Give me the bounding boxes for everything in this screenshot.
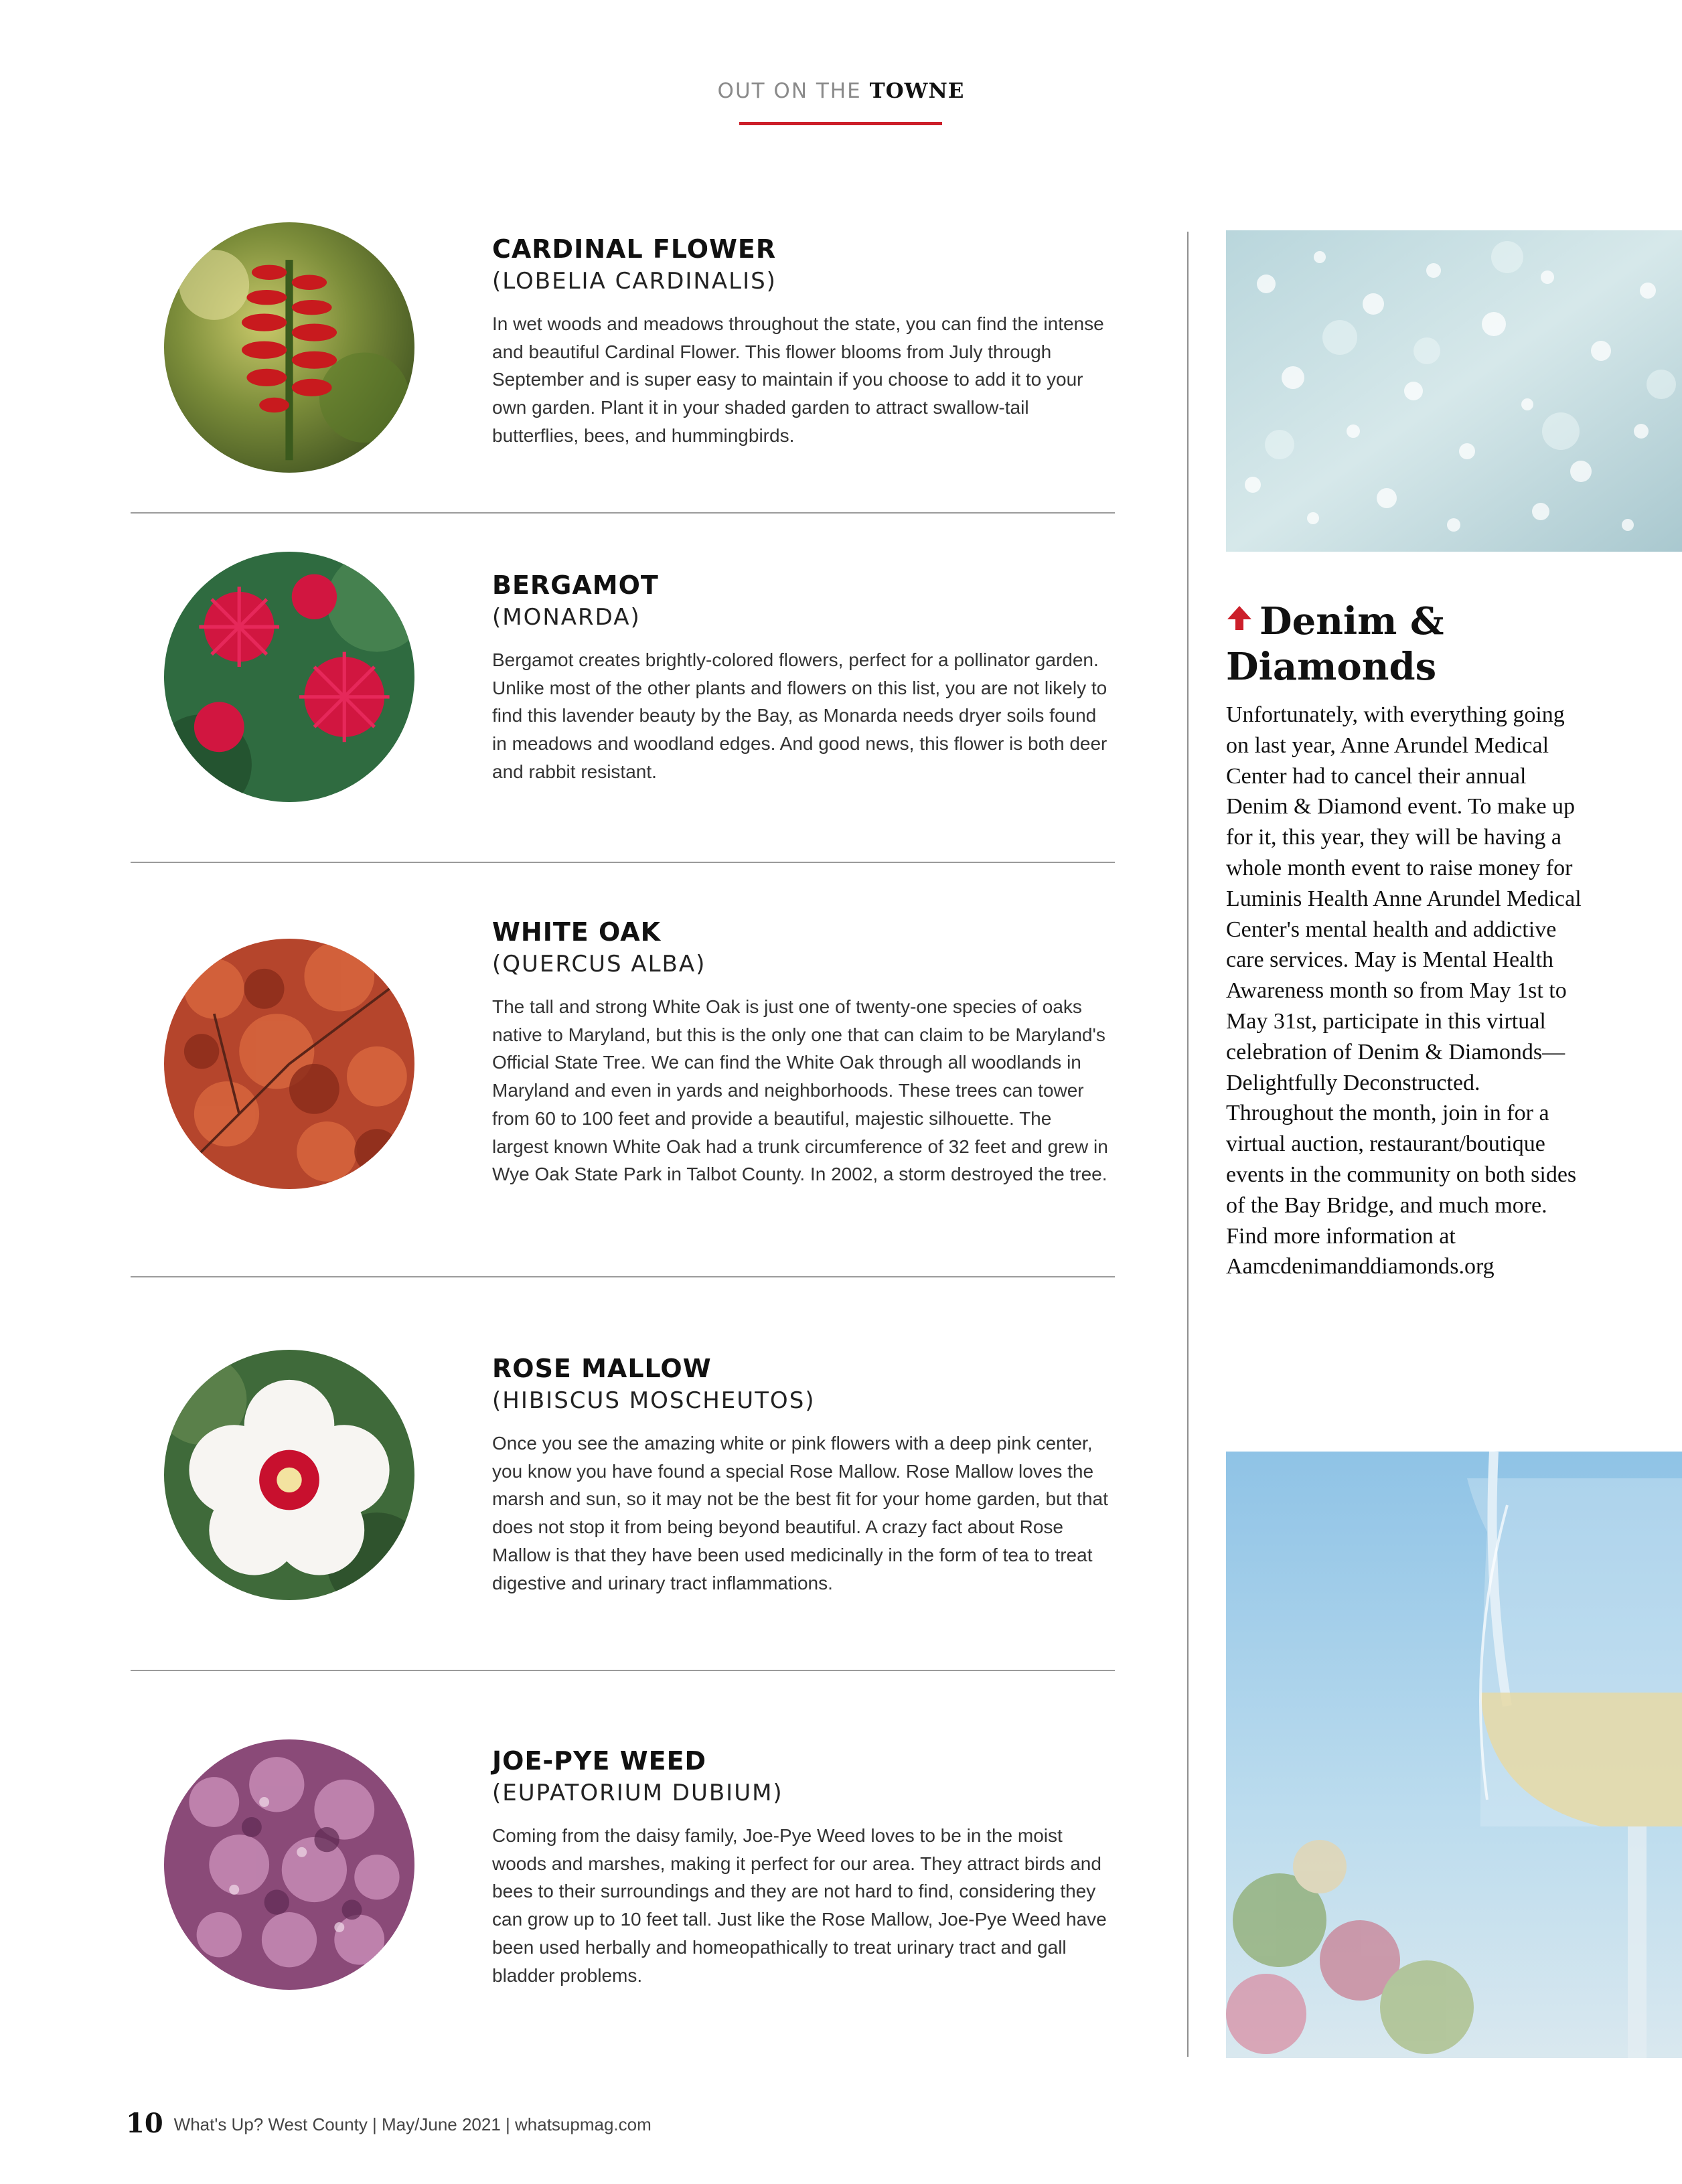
entry-title: BERGAMOT [492, 570, 659, 600]
entry-latin-name: (LOBELIA CARDINALIS) [492, 268, 777, 295]
entry-title: ROSE MALLOW [492, 1354, 712, 1383]
footer-publication-info: What's Up? West County | May/June 2021 | whatsupmag.com [173, 2114, 652, 2134]
entry-body: The tall and strong White Oak is just one of twenty-one species of oaks native to Maryland, but this is the only one that can claim to be Maryland's Official State Tree. We can find the White Oak through all woodlands in Maryland and even in yards and neighborhoods. These trees can tower from 60 to 100 feet and provide a beautiful, majestic silhouette. The largest known White Oak had a trunk circumference of 32 feet and grew in Wye Oak State Park in Talbot County. In 2002, a storm destroyed the tree. [492, 996, 1108, 1185]
cardinal-flower-photo [164, 222, 414, 473]
page-footer [126, 2108, 652, 2139]
up-arrow-icon [1226, 596, 1253, 623]
entry-body: In wet woods and meadows throughout the state, you can find the intense and beautiful Cardinal Flower. This flower blooms from July through September and is super easy to maintain if you choose to add it to your own garden. Plant it in your shaded garden to attract swallow-tail butterflies, bees, and hummingbirds. [492, 313, 1104, 446]
entry-title: JOE-PYE WEED [492, 1746, 707, 1776]
section-header-prefix: OUT ON THE [717, 79, 862, 103]
section-header [0, 79, 1682, 103]
entry-title: WHITE OAK [492, 917, 662, 947]
bergamot-photo [164, 552, 414, 802]
divider [131, 512, 1115, 514]
entry-body: Once you see the amazing white or pink flowers with a deep pink center, you know you have found a special Rose Mallow. Rose Mallow loves the marsh and sun, so it may not be the best fit for your home garden, but that does not stop it from being beyond beautiful. A crazy fact about Rose Mallow is that they have been used medicinally in the form of tea to treat digestive and urinary tract inflammations. [492, 1433, 1108, 1593]
entry-body: Coming from the daisy family, Joe-Pye Weed loves to be in the moist woods and marshes, making it perfect for our area. They attract birds and bees to their surroundings and they are not hard to find, considering they can grow up to 10 feet tall. Just like the Rose Mallow, Joe-Pye Weed have been used herbally and homeopathically to treat urinary tract and gall bladder problems. [492, 1825, 1107, 1986]
joe-pye-weed-photo [164, 1739, 414, 1990]
rose-mallow-photo [164, 1350, 414, 1600]
page-number: 10 [126, 2108, 163, 2139]
section-header-brand: TOWNE [869, 79, 965, 103]
sidebar-body: Unfortunately, with everything going on last year, Anne Arundel Medical Center had to cancel their annual Denim & Diamond event. To make up for it, this year, they will be having a whole month event to raise money for Luminis Health Anne Arundel Medical Center's mental health and addictive care services. May is Mental Health Awareness month so from May 1st to May 31st, participate in this virtual celebration of Denim & Diamonds—Delightfully Deconstructed. Throughout the month, join in for a virtual auction, restaurant/boutique events in the community on both sides of the Bay Bridge, and much more. Find more information at Aamcdenimanddiamonds.org [1226, 702, 1582, 1279]
entry-latin-name: (MONARDA) [492, 604, 641, 631]
divider [131, 862, 1115, 863]
divider [131, 1670, 1115, 1671]
column-divider [1187, 232, 1189, 2057]
entry-latin-name: (EUPATORIUM DUBIUM) [492, 1780, 783, 1806]
divider [131, 1276, 1115, 1277]
sparkle-bokeh-photo [1226, 230, 1682, 552]
sidebar-title-text: Denim & Diamonds [1226, 599, 1444, 689]
white-oak-photo [164, 939, 414, 1189]
entry-latin-name: (HIBISCUS MOSCHEUTOS) [492, 1387, 816, 1414]
header-underline [739, 122, 942, 125]
wine-glass-photo [1226, 1452, 1682, 2058]
entry-latin-name: (QUERCUS ALBA) [492, 951, 706, 978]
sidebar-title [1226, 596, 1601, 690]
entry-body: Bergamot creates brightly-colored flowers, perfect for a pollinator garden. Unlike most of the other plants and flowers on this list, you are not likely to find this lavender beauty by the Bay, as Monarda needs dryer soils found in meadows and woodland edges. And good news, this flower is both deer and rabbit resistant. [492, 649, 1107, 782]
entry-title: CARDINAL FLOWER [492, 234, 777, 264]
